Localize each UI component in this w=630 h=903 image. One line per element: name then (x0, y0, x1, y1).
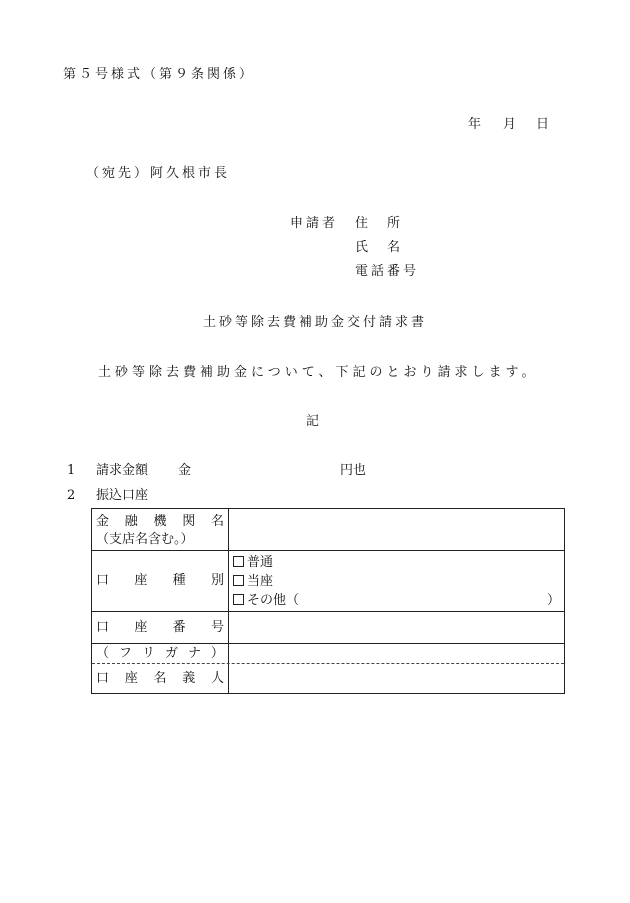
row-divider (92, 643, 564, 644)
bank-branch-note: （支店名含む。） (96, 532, 194, 547)
applicant-phone-label: 電話番号 (355, 264, 420, 279)
applicant-label: 申請者 (290, 216, 339, 231)
bank-account-table (91, 508, 565, 694)
form-number: 第５号様式（第９条関係） (63, 67, 256, 82)
checkbox-icon[interactable] (233, 575, 244, 586)
furigana-label: （ フ リ ガ ナ ） (96, 646, 224, 661)
date-month: 月 (503, 117, 517, 132)
applicant-name-label: 氏 名 (355, 240, 404, 255)
item1-suffix: 円也 (340, 463, 367, 478)
date-day: 日 (536, 117, 550, 132)
body-text: 土砂等除去費補助金について、下記のとおり請求します。 (98, 365, 539, 380)
table-divider (228, 509, 229, 693)
bank-name-label: 金 融 機 関 名 (96, 514, 224, 529)
document-title: 土砂等除去費補助金交付請求書 (203, 315, 428, 330)
account-type-other-option[interactable]: その他（ ） (233, 591, 560, 610)
row-divider (92, 611, 564, 612)
account-type-label: 口 座 種 別 (96, 573, 224, 588)
item2-number: 2 (67, 488, 76, 503)
item2-label: 振込口座 (96, 488, 149, 503)
addressee: （宛先）阿久根市長 (86, 166, 231, 181)
account-number-label: 口 座 番 号 (96, 620, 224, 635)
item1-label: 請求金額 (96, 463, 149, 478)
applicant-address-label: 住 所 (355, 216, 404, 231)
item1-prefix: 金 (178, 463, 192, 478)
checkbox-icon[interactable] (233, 556, 244, 567)
date-year: 年 (468, 117, 482, 132)
account-holder-label: 口 座 名 義 人 (96, 671, 224, 686)
account-type-ordinary-option[interactable]: 普通 (233, 553, 560, 572)
account-type-checking-option[interactable]: 当座 (233, 572, 560, 591)
item1-number: 1 (67, 463, 76, 478)
row-divider (92, 550, 564, 551)
checkbox-icon[interactable] (233, 594, 244, 605)
ki-label: 記 (306, 414, 320, 429)
row-divider-dashed (92, 663, 564, 664)
